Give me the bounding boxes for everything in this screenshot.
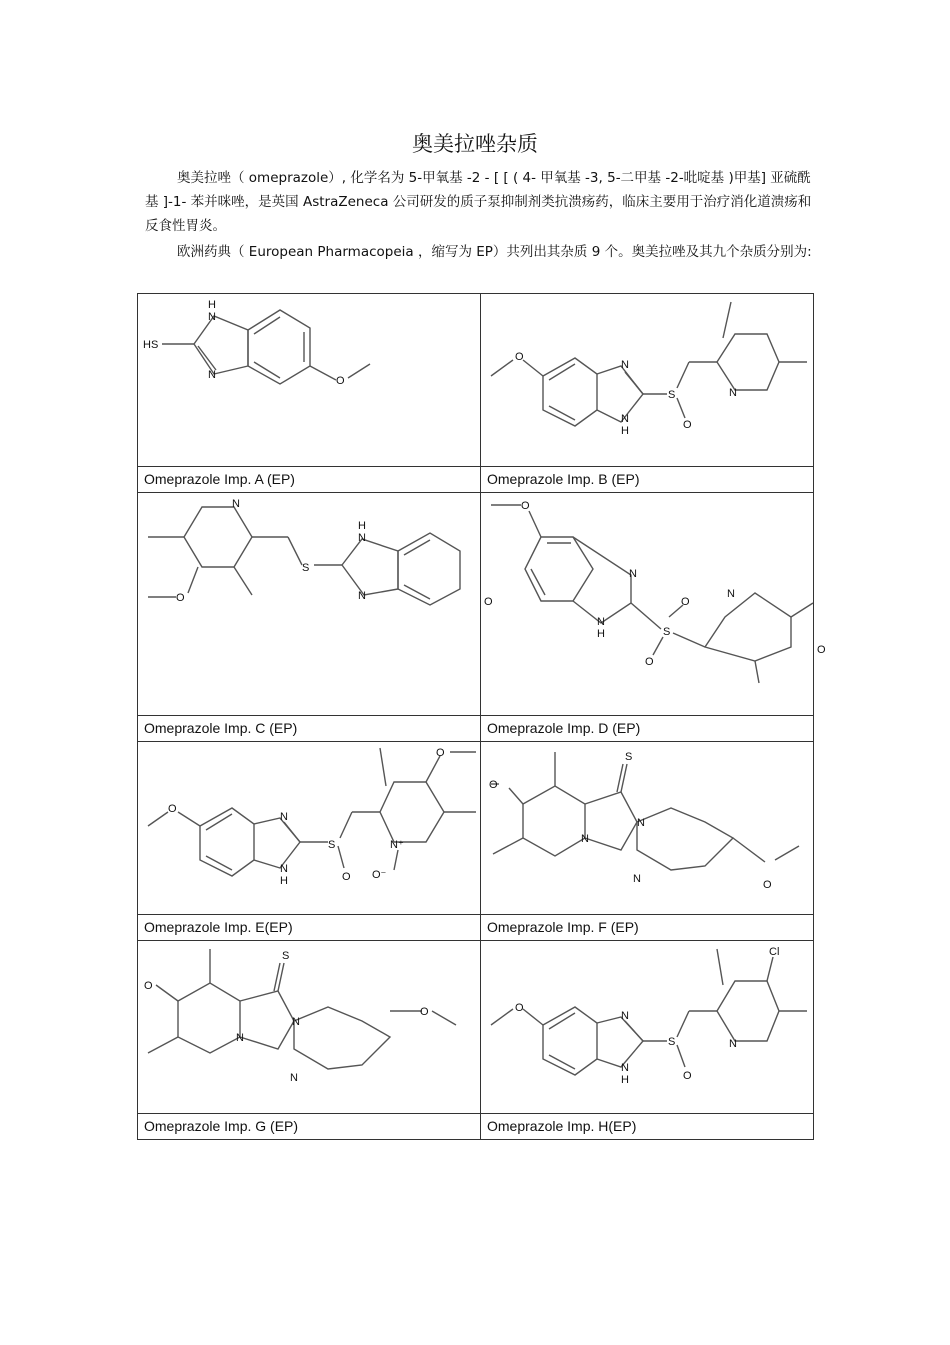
atom-label: N	[621, 413, 629, 425]
atom-label: N	[729, 387, 737, 399]
atom-label: O	[521, 500, 530, 512]
atom-label: S	[282, 950, 290, 962]
atom-label: O	[681, 596, 690, 608]
atom-label: O	[515, 351, 524, 363]
atom-label: N	[637, 817, 645, 829]
atom-label: O	[336, 375, 345, 387]
atom-label: N	[208, 311, 216, 323]
atom-label: H	[358, 520, 366, 532]
atom-label: H	[621, 425, 629, 437]
atom-label: O	[144, 980, 153, 992]
ep-paragraph: 欧洲药典（ European Pharmacopeia ，缩写为 EP）共列出其杂质 9 个。奥美拉唑及其九个杂质分别为:	[177, 244, 812, 260]
atom-label: O	[817, 644, 826, 656]
atom-label: N	[621, 1010, 629, 1022]
structure-imp-a	[138, 294, 481, 467]
structure-imp-h	[481, 941, 814, 1114]
atom-label: S	[625, 751, 633, 763]
atom-label: N	[727, 588, 735, 600]
atom-label: O⁻	[372, 869, 387, 881]
atom-label: N	[621, 359, 629, 371]
caption-imp-g: Omeprazole Imp. G (EP)	[138, 1114, 481, 1140]
atom-label: N	[290, 1072, 298, 1084]
atom-label: N	[358, 590, 366, 602]
atom-label: N⁺	[390, 839, 404, 851]
atom-label: N	[358, 532, 366, 544]
structure-imp-b	[481, 294, 814, 467]
atom-label: HS	[143, 339, 159, 351]
atom-label: N	[292, 1016, 300, 1028]
atom-label: O	[342, 871, 351, 883]
atom-label: H	[280, 875, 288, 887]
atom-label: O	[176, 592, 185, 604]
atom-label: Cl	[769, 946, 780, 958]
atom-label: O	[683, 1070, 692, 1082]
atom-label: N	[208, 369, 216, 381]
atom-label: H	[208, 299, 216, 311]
atom-label: O	[436, 747, 445, 759]
atom-label: N	[597, 616, 605, 628]
structure-imp-f	[481, 742, 814, 915]
atom-label: N	[621, 1062, 629, 1074]
structure-imp-e	[138, 742, 481, 915]
atom-label: N	[729, 1038, 737, 1050]
atom-label: S	[328, 839, 336, 851]
impurity-table	[137, 293, 826, 1140]
intro-paragraph: 奥美拉唑（ omeprazole）, 化学名为 5-甲氧基 -2 - [ [ ( 4- 甲氧基 -3, 5-二甲基 -2-吡啶基 )甲基] 亚硫酰基 ]-1- 苯并咪唑，是英国 AstraZeneca 公司研发的质子泵抑制剂类抗溃疡药，临床主要用于治疗消化道溃疡和反食性胃炎。	[145, 170, 812, 234]
atom-label: O	[683, 419, 692, 431]
caption-imp-d: Omeprazole Imp. D (EP)	[481, 716, 814, 742]
atom-label: N	[581, 833, 589, 845]
atom-label: N	[236, 1032, 244, 1044]
atom-label: O	[763, 879, 772, 891]
structure-imp-g	[138, 941, 481, 1114]
caption-imp-a: Omeprazole Imp. A (EP)	[138, 467, 481, 493]
atom-label: N	[280, 863, 288, 875]
atom-label: S	[302, 562, 310, 574]
atom-label: N	[232, 498, 240, 510]
caption-imp-b: Omeprazole Imp. B (EP)	[481, 467, 814, 493]
atom-label: S	[663, 626, 671, 638]
atom-label: O	[168, 803, 177, 815]
atom-label: O	[420, 1006, 429, 1018]
atom-label: O	[515, 1002, 524, 1014]
atom-label: N	[633, 873, 641, 885]
caption-imp-e: Omeprazole Imp. E(EP)	[138, 915, 481, 941]
atom-label: O	[645, 656, 654, 668]
page-title: 奥美拉唑杂质	[412, 132, 538, 156]
structure-imp-c	[138, 493, 493, 716]
atom-label: S	[668, 389, 676, 401]
caption-imp-h: Omeprazole Imp. H(EP)	[481, 1114, 814, 1140]
atom-label: N	[629, 568, 637, 580]
atom-label: O	[489, 779, 498, 791]
atom-label: H	[621, 1074, 629, 1086]
atom-label: S	[668, 1036, 676, 1048]
atom-label: H	[597, 628, 605, 640]
structure-imp-d	[481, 493, 826, 716]
atom-label: O	[484, 596, 493, 608]
caption-imp-c: Omeprazole Imp. C (EP)	[138, 716, 481, 742]
caption-imp-f: Omeprazole Imp. F (EP)	[481, 915, 814, 941]
atom-label: N	[280, 811, 288, 823]
